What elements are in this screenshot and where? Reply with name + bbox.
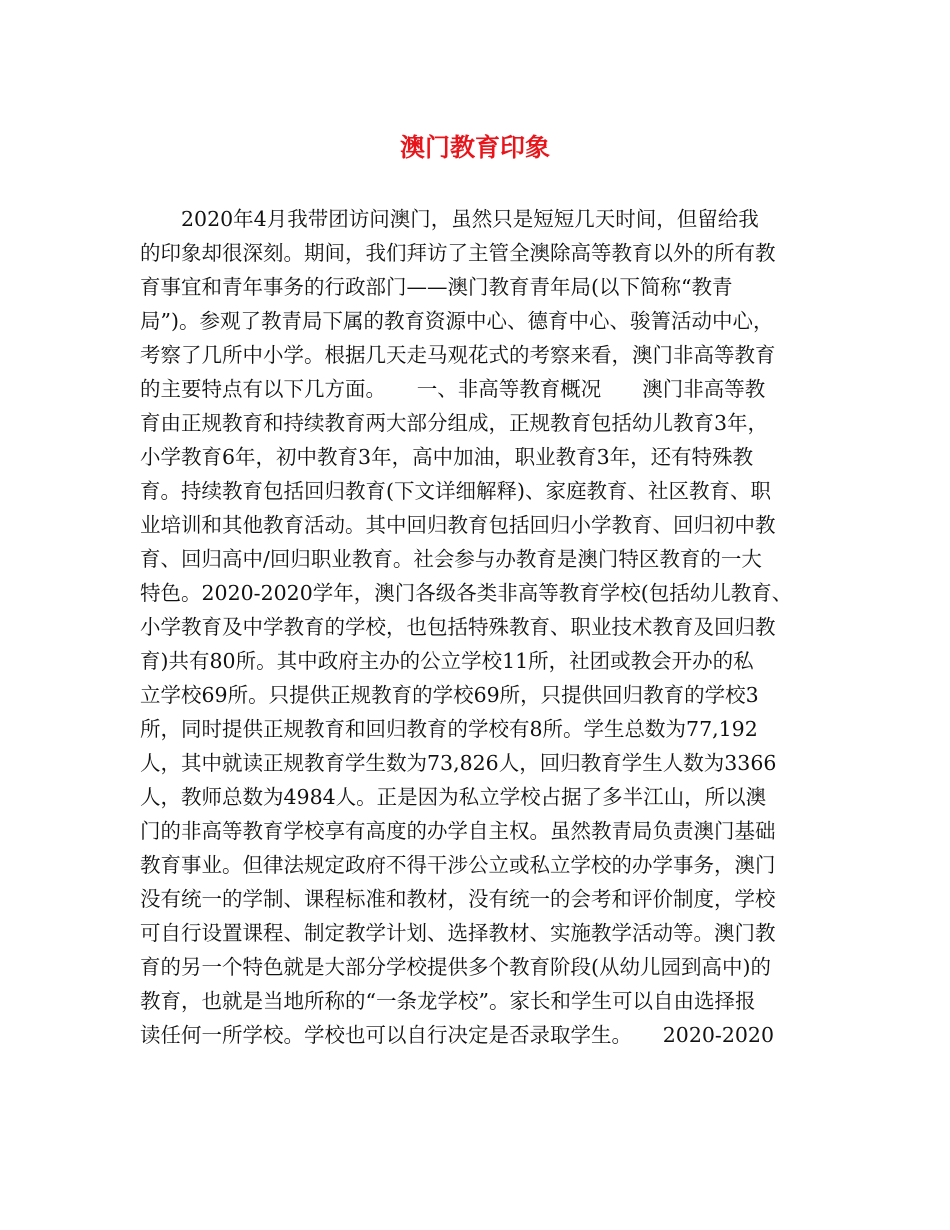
body-line: 的主要特点有以下几方面。 一、非高等教育概况 澳门非高等教	[140, 377, 766, 401]
body-line: 教育，也就是当地所称的“一条龙学校”。家长和学生可以自由选择报	[140, 989, 756, 1013]
body-line: 育。持续教育包括回归教育(下文详细解释)、家庭教育、社区教育、职	[140, 479, 771, 503]
document-body	[140, 202, 820, 1052]
body-line: 育由正规教育和持续教育两大部分组成，正规教育包括幼儿教育3年，	[140, 411, 769, 435]
body-line: 育的另一个特色就是大部分学校提供多个教育阶段(从幼儿园到高中)的	[140, 955, 771, 979]
body-line: 立学校69所。只提供正规教育的学校69所，只提供回归教育的学校3	[140, 683, 759, 707]
body-line: 育)共有80所。其中政府主办的公立学校11所，社团或教会开办的私	[140, 649, 754, 673]
body-line: 的印象却很深刻。期间，我们拜访了主管全澳除高等教育以外的所有教	[140, 241, 776, 265]
body-line: 育事宜和青年事务的行政部门——澳门教育青年局(以下简称“教青	[140, 275, 733, 299]
body-line: 业培训和其他教育活动。其中回归教育包括回归小学教育、回归初中教	[140, 513, 776, 537]
body-line: 局”)。参观了教青局下属的教育资源中心、德育中心、骏箐活动中心，	[140, 309, 774, 333]
body-line: 育、回归高中/回归职业教育。社会参与办教育是澳门特区教育的一大	[140, 547, 762, 571]
body-line: 小学教育6年，初中教育3年，高中加油，职业教育3年，还有特殊教	[140, 445, 754, 469]
body-line: 小学教育及中学教育的学校，也包括特殊教育、职业技术教育及回归教	[140, 615, 776, 639]
body-line: 读任何一所学校。学校也可以自行决定是否录取学生。 2020-2020	[140, 1023, 775, 1047]
body-line: 教育事业。但律法规定政府不得干涉公立或私立学校的办学事务，澳门	[140, 853, 776, 877]
body-line: 人，其中就读正规教育学生数为73,826人，回归教育学生人数为3366	[140, 751, 777, 775]
body-line: 考察了几所中小学。根据几天走马观花式的考察来看，澳门非高等教育	[140, 343, 776, 367]
document-title: 澳门教育印象	[399, 133, 550, 162]
body-line: 可自行设置课程、制定教学计划、选择教材、实施教学活动等。澳门教	[140, 921, 776, 945]
body-line: 2020年4月我带团访问澳门，虽然只是短短几天时间，但留给我	[140, 207, 759, 231]
body-line: 门的非高等教育学校享有高度的办学自主权。虽然教青局负责澳门基础	[140, 819, 776, 843]
body-line: 所，同时提供正规教育和回归教育的学校有8所。学生总数为77,192	[140, 717, 758, 741]
body-line: 人，教师总数为4984人。正是因为私立学校占据了多半江山，所以澳	[140, 785, 767, 809]
body-line: 特色。2020-2020学年，澳门各级各类非高等教育学校(包括幼儿教育、	[140, 581, 793, 605]
body-line: 没有统一的学制、课程标准和教材，没有统一的会考和评价制度，学校	[140, 887, 776, 911]
